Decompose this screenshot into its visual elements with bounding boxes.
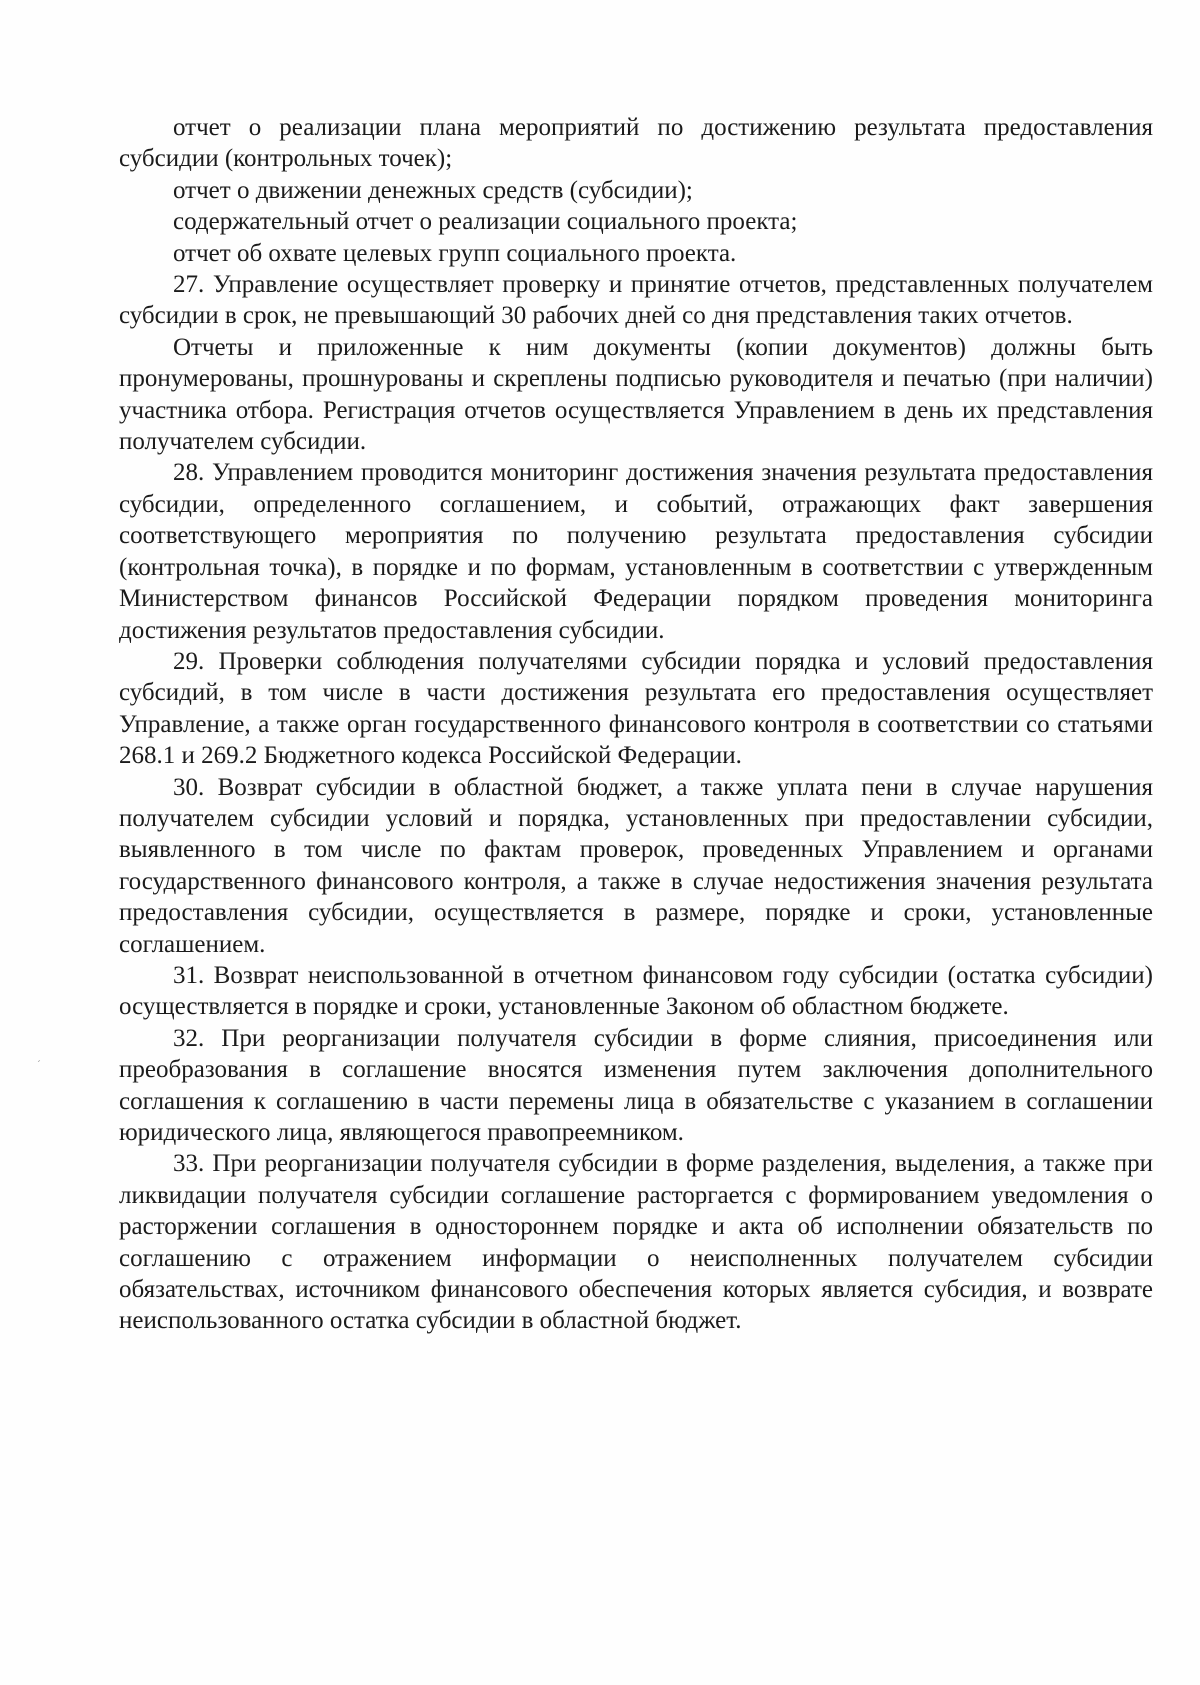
paragraph-29: 29. Проверки соблюдения получателями субсидии порядка и условий предоставления субсидий, в том числе в части достижения результата его предоставления осуществляет Управление, а также орган государственного финансового контроля в соответствии со статьями 268.1 и 269.2 Бюджетного кодекса Российской Федерации. xyxy=(119,647,1153,770)
paragraph-31: 31. Возврат неиспользованной в отчетном финансовом году субсидии (остатка субсидии) осуществляется в порядке и сроки, установленные Законом об областном бюджете. xyxy=(119,961,1153,1021)
paragraph-32: 32. При реорганизации получателя субсидии в форме слияния, присоединения или преобразования в соглашение вносятся изменения путем заключения дополнительного соглашения к соглашению в части перемены лица в обязательстве с указанием в соглашении юридического лица, являющегося правопреемником. xyxy=(119,1024,1153,1146)
paragraph-27-reports: Отчеты и приложенные к ним документы (копии документов) должны быть пронумерованы, прошнурованы и скреплены подписью руководителя и печатью (при наличии) участника отбора. Регистрация отчетов осуществляется Управлением в день их представления получателем субсидии. xyxy=(119,333,1153,456)
paragraph-report-plan: отчет о реализации плана мероприятий по достижению результата предоставления субсидии (контрольных точек); xyxy=(119,114,1153,173)
paragraph-28: 28. Управлением проводится мониторинг достижения значения результата предоставления субсидии, определенного соглашением, и событий, отражающих факт завершения соответствующего мероприятия по получению результата предоставления субсидии (контрольная точка), в порядке и по формам, установленным в соответствии с утвержденным Министерством финансов Российской Федерации порядком проведения мониторинга достижения результатов предоставления субсидии. xyxy=(119,459,1153,644)
paragraph-report-content: содержательный отчет о реализации социального проекта; xyxy=(173,208,798,236)
paragraph-report-target-groups: отчет об охвате целевых групп социального проекта. xyxy=(173,239,737,267)
scan-mark: ˊ xyxy=(36,1060,41,1071)
paragraph-report-cash-flow: отчет о движении денежных средств (субсидии); xyxy=(173,176,693,204)
paragraph-27: 27. Управление осуществляет проверку и принятие отчетов, представленных получателем субсидии в срок, не превышающий 30 рабочих дней со дня представления таких отчетов. xyxy=(119,271,1153,330)
paragraph-33: 33. При реорганизации получателя субсидии в форме разделения, выделения, а также при ликвидации получателя субсидии соглашение расторгается с формированием уведомления о расторжении соглашения в одностороннем порядке и акта об исполнении обязательств по соглашению с отражением информации о неисполненных получателем субсидии обязательствах, источником финансового обеспечения которых является субсидия, и возврате неиспользованного остатка субсидии в областной бюджет. xyxy=(119,1150,1153,1335)
paragraph-30: 30. Возврат субсидии в областной бюджет, а также уплата пени в случае нарушения получателем субсидии условий и порядка, установленных при предоставлении субсидии, выявленного в том числе по фактам проверок, проведенных Управлением и органами государственного финансового контроля, а также в случае недостижения значения результата предоставления субсидии, осуществляется в размере, порядке и сроки, установленные соглашением. xyxy=(119,773,1153,958)
document-body xyxy=(119,112,1153,1337)
